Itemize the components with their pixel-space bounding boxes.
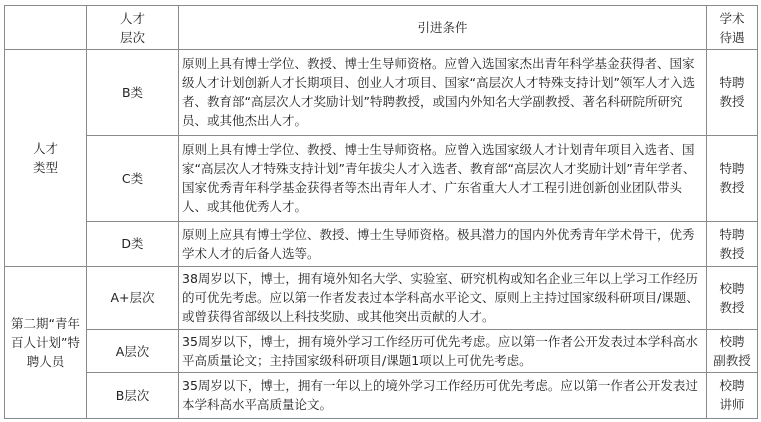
header-row — [5, 6, 758, 50]
condition-cell: 35周岁以下，博士，拥有境外学习工作经历可优先考虑。应以第一作者公开发表过本学科高水平高质量论文；主持国家级科研项目/课题1项以上可优先考虑。 — [179, 330, 707, 373]
level-cell: A层次 — [87, 330, 179, 373]
treatment-cell: 校聘 副教授 — [707, 330, 758, 373]
header-academic-treatment: 学术 待遇 — [707, 6, 758, 50]
header-talent-level: 人才 层次 — [87, 6, 179, 50]
table-row — [5, 330, 758, 373]
condition-cell: 原则上应具有博士学位、教授、博士生导师资格。极具潜力的国内外优秀青年学术骨干，优秀学术人才的后备人选等。 — [179, 221, 707, 266]
treatment-cell: 特聘 教授 — [707, 221, 758, 266]
condition-cell: 38周岁以下，博士，拥有境外知名大学、实验室、研究机构或知名企业三年以上学习工作经历的可优先考虑。应以第一作者发表过本学科高水平论文、原则上主持过国家级科研项目/课题、或曾获得省部级以上科技奖励、或其他突出贡献的人才。 — [179, 266, 707, 329]
condition-cell: 原则上具有博士学位、教授、博士生导师资格。应曾入选国家杰出青年科学基金获得者、国家级人才计划创新人才长期项目、创业人才项目、国家“高层次人才特殊支持计划”领军人才入选者、教育部“高层次人才奖励计划”特聘教授，或国内外知名大学副教授、著名科研院所研究员、或其他杰出人才。 — [179, 50, 707, 136]
treatment-cell: 特聘 教授 — [707, 50, 758, 136]
header-blank-cell — [5, 6, 87, 50]
condition-cell: 35周岁以下，博士，拥有一年以上的境外学习工作经历可优先考虑。应以第一作者公开发表过本学科高水平高质量论文。 — [179, 372, 707, 418]
level-cell: B层次 — [87, 372, 179, 418]
table-row — [5, 50, 758, 136]
table-row — [5, 372, 758, 418]
level-cell: B类 — [87, 50, 179, 136]
table-row — [5, 266, 758, 329]
table-row — [5, 135, 758, 221]
level-cell: C类 — [87, 135, 179, 221]
treatment-cell: 特聘 教授 — [707, 135, 758, 221]
level-cell: D类 — [87, 221, 179, 266]
condition-cell: 原则上具有博士学位、教授、博士生导师资格。应曾入选国家级人才计划青年项目入选者、国家“高层次人才特殊支持计划”青年拔尖人才入选者、教育部“高层次人才奖励计划”青年学者、国家优秀青年科学基金获得者等杰出青年人才、广东省重大人才工程引进创新创业团队带头人、或其他优秀人才。 — [179, 135, 707, 221]
treatment-cell: 校聘 讲师 — [707, 372, 758, 418]
group-label-talent-type: 人才 类型 — [5, 50, 87, 267]
treatment-cell: 校聘 教授 — [707, 266, 758, 329]
level-cell: A+层次 — [87, 266, 179, 329]
header-conditions: 引进条件 — [179, 6, 707, 50]
table-row — [5, 221, 758, 266]
talent-recruitment-table — [4, 5, 758, 419]
group-label-youth-hundred-plan: 第二期“青年百人计划”特聘人员 — [5, 266, 87, 418]
